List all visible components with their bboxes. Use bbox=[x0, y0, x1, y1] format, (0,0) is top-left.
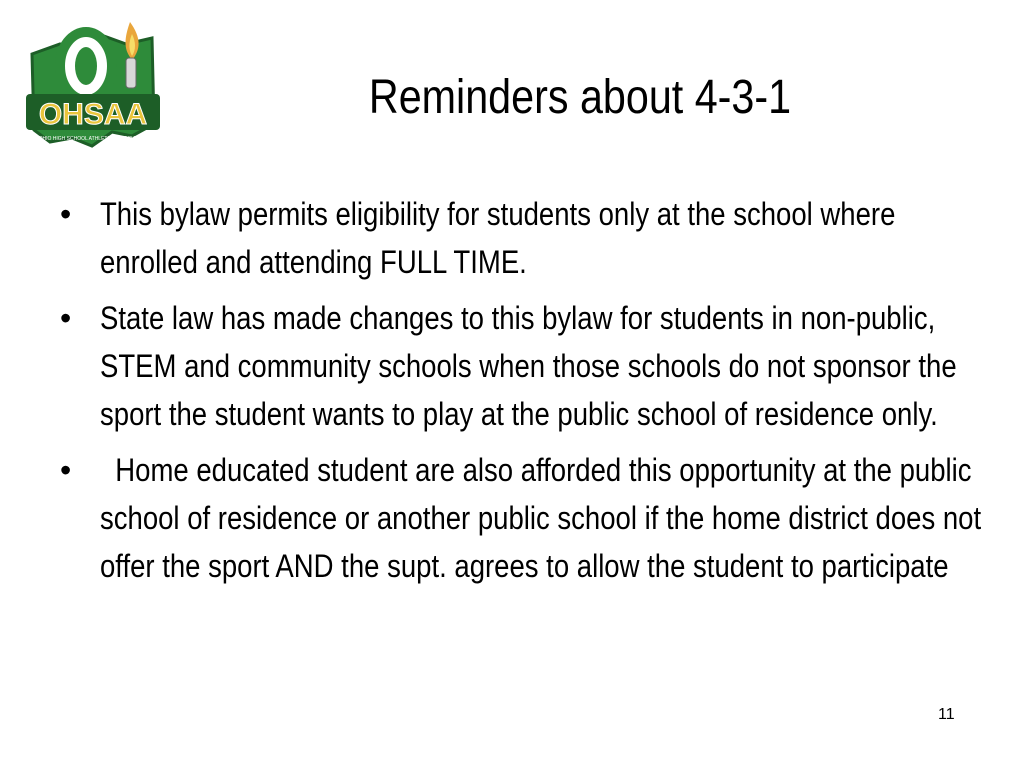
bullet-text: Home educated student are also afforded this opportunity at the public school of residence or another public school if the home district does not offer the sport AND the supt. agrees to allow the student to participate bbox=[100, 452, 989, 584]
ohsaa-logo-graphic bbox=[22, 14, 164, 160]
bullet-item bbox=[52, 446, 1002, 590]
ohsaa-logo bbox=[22, 14, 164, 160]
bullet-text: This bylaw permits eligibility for students only at the school where enrolled and attending FULL TIME. bbox=[100, 196, 896, 280]
slide-title: Reminders about 4-3-1 bbox=[368, 71, 792, 124]
bullet-item bbox=[52, 190, 1002, 286]
bullet-icon: • bbox=[60, 196, 72, 232]
page-number: 11 bbox=[938, 706, 955, 723]
logo-text: OHSAA bbox=[38, 98, 148, 131]
bullet-icon: • bbox=[60, 452, 72, 488]
bullet-text: State law has made changes to this bylaw for students in non-public, STEM and community schools when those schools do not sponsor the sport the student wants to play at the public school of residence only. bbox=[100, 300, 957, 432]
bullet-list bbox=[52, 190, 1002, 598]
logo-motto: OHIO HIGH SCHOOL ATHLETIC ASSOCIATION bbox=[38, 136, 148, 142]
bullet-item bbox=[52, 294, 1002, 438]
bullet-icon: • bbox=[60, 300, 72, 336]
